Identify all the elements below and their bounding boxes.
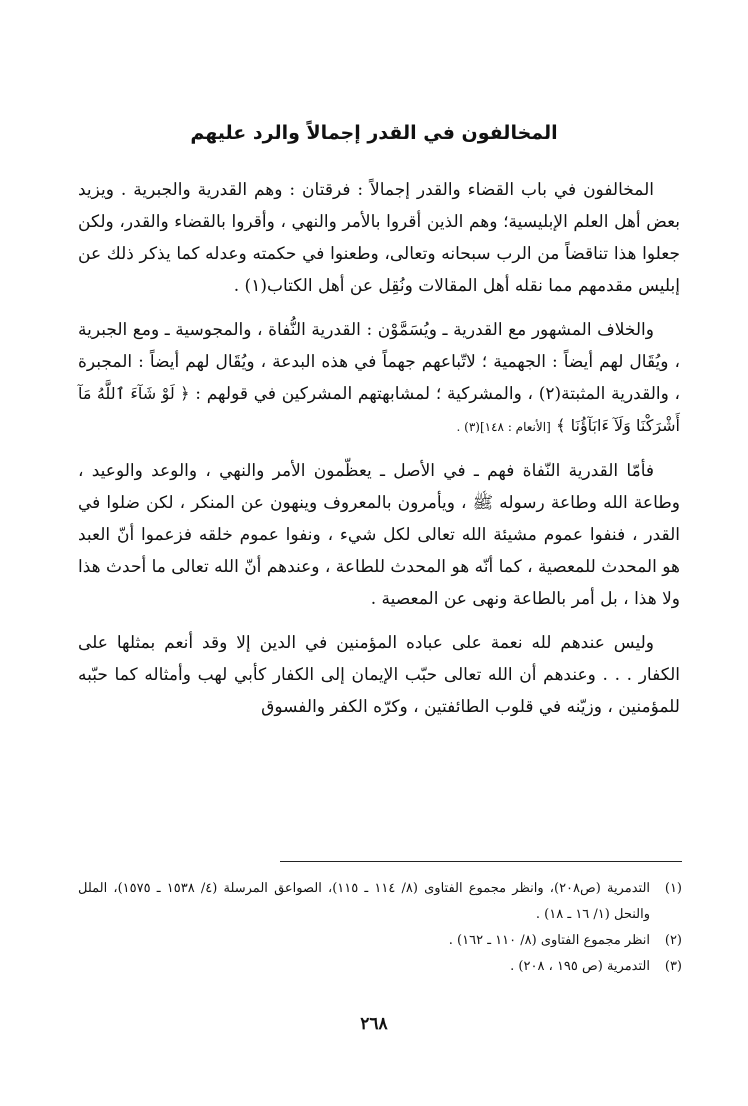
footnote-number: (١) [664,881,682,896]
footnote-divider [280,861,682,862]
page-title: المخالفون في القدر إجمالاً والرد عليهم [190,121,558,144]
paragraph-2-text: والخلاف المشهور مع القدرية ـ ويُسَمَّوْن : القدرية النُّفاة ، والمجوسية ـ ومع الجبرية ، ويُقَال لهم أيضاً : الجهمية ؛ لاتّباعهم جهماً في هذه البدعة ، ويُقَال لهم أيضاً : المجبرة ، والقدرية المثبتة(٢) ، والمشركية ؛ لمشابهتهم المشركين في قولهم : [78,320,681,404]
footnote-3 [78,954,682,980]
paragraph-1-text: المخالفون في باب القضاء والقدر إجمالاً : فرقتان : وهم القدرية والجبرية . ويزيد بعض أهل العلم الإبليسية؛ وهم الذين أقروا بالأمر والنهي ، وأقروا بالقضاء والقدر، ولكن جعلوا هذا تناقضاً من الرب سبحانه وتعالى، وطعنوا في حكمته وعدله كما يذكر ذلك عن إبليس مقدمهم مما نقله أهل المقالات ونُقِل عن أهل الكتاب(١) . [78,180,680,296]
footnotes [78,876,682,980]
page-number: ٢٦٨ [360,1014,388,1034]
body-text [78,174,680,735]
footnote-text: انظر مجموع الفتاوى (٨/ ١١٠ ـ ١٦٢) . [448,933,650,948]
footnote-number: (٢) [664,933,682,948]
paragraph-2 [78,314,680,443]
verse-reference: [الأنعام : ١٤٨](٣) . [456,420,551,434]
paragraph-3-text: فأمّا القدرية النّفاة فهم ـ في الأصل ـ يعظّمون الأمر والنهي ، والوعد والوعيد ، وطاعة الله وطاعة رسوله ﷺ ، ويأمرون بالمعروف وينهون عن المنكر ، لكن ضلوا في القدر ، فنفوا عموم مشيئة الله تعالى لكل شيء ، ونفوا عموم خلقه فزعموا أنّ العبد هو المحدث للمعصية ، كما أنّه هو المحدث للطاعة ، وعندهم أنّ الله تعالى ما أحدث هذا ولا هذا ، بل أمر بالطاعة ونهى عن المعصية . [78,461,680,609]
quran-verse: ﴿ لَوْ شَآءَ ٱللَّهُ مَآ أَشْرَكْنَا وَلَآ ءَابَآؤُنَا ﴾ [78,384,680,435]
footnote-1 [78,876,682,928]
paragraph-3 [78,455,680,615]
footnote-text: التدمرية (ص ١٩٥ ، ٢٠٨) . [510,959,650,974]
footnote-text: التدمرية (ص٢٠٨)، وانظر مجموع الفتاوى (٨/ ١١٤ ـ ١١٥)، الصواعق المرسلة (٤/ ١٥٣٨ ـ ١٥٧٥)، الملل والنحل (١/ ١٦ ـ ١٨) . [78,881,651,922]
paragraph-4 [78,627,680,723]
footnote-number: (٣) [664,959,682,974]
paragraph-4-text: وليس عندهم لله نعمة على عباده المؤمنين في الدين إلا وقد أنعم بمثلها على الكفار . . . وعندهم أن الله تعالى حبّب الإيمان إلى الكفار كأبي لهب وأمثاله كما حبّبه للمؤمنين ، وزيّنه في قلوب الطائفتين ، وكرّه الكفر والفسوق [78,633,680,717]
paragraph-1 [78,174,680,302]
footnote-2 [78,928,682,954]
